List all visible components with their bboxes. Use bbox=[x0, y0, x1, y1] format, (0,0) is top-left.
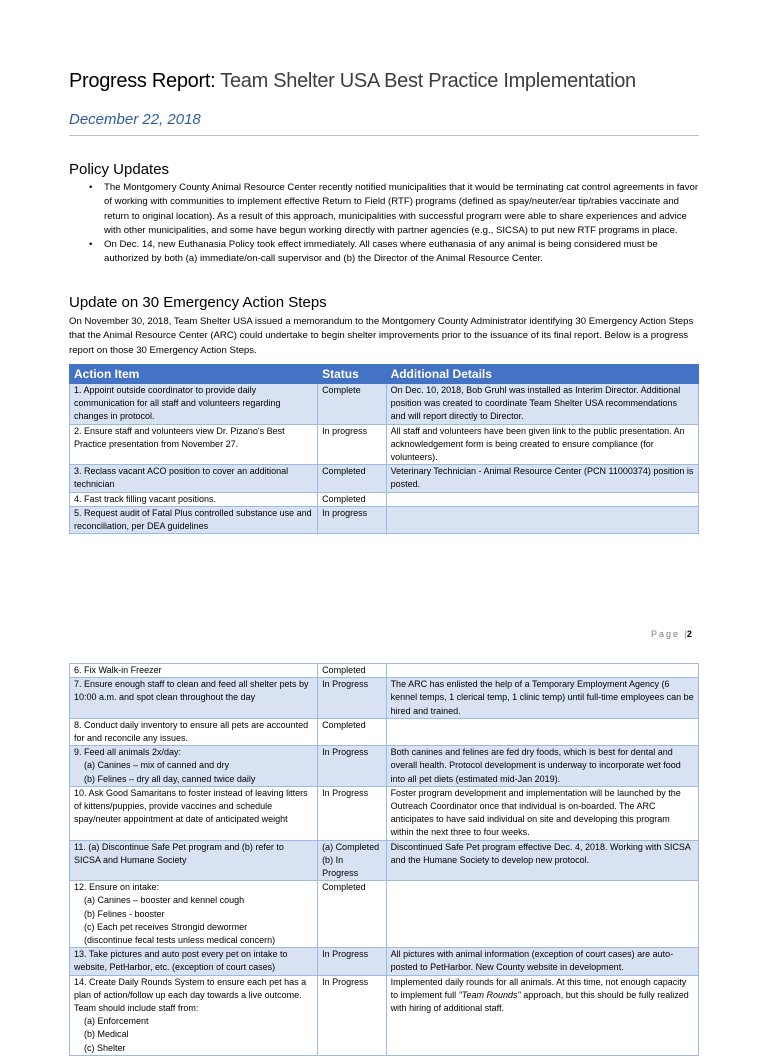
action-item-cell: 8. Conduct daily inventory to ensure all pets are accounted for and reconcile any issues. bbox=[70, 718, 318, 745]
table-row bbox=[70, 975, 699, 1055]
action-item-cell: 10. Ask Good Samaritans to foster instead of leaving litters of kittens/puppies, provide vaccines and schedule spay/neuter appointment at date of anticipated weight bbox=[70, 786, 318, 840]
action-subitem: (a) Enforcement bbox=[84, 1016, 149, 1027]
report-date: December 22, 2018 bbox=[69, 111, 201, 128]
details-cell: The ARC has enlisted the help of a Temporary Employment Agency (6 kennel temps, 1 clerical temp, 1 clinic temp) until full-time employees can be hired and trained. bbox=[386, 678, 698, 719]
action-item-text: 9. Feed all animals 2x/day: bbox=[74, 747, 182, 758]
header-action-item: Action Item bbox=[70, 365, 318, 384]
title-rest: Team Shelter USA Best Practice Implementation bbox=[215, 70, 636, 92]
action-item-cell: 13. Take pictures and auto post every pet on intake to website, PetHarbor, etc. (exception of court cases) bbox=[70, 948, 318, 975]
action-item-cell: 3. Reclass vacant ACO position to cover an additional technician bbox=[70, 465, 318, 492]
status-cell: Completed bbox=[318, 881, 387, 948]
details-text: approach, but this should be fully realized with hiring of additional staff. bbox=[390, 989, 689, 1014]
title-divider bbox=[69, 135, 699, 136]
table-row bbox=[70, 424, 699, 465]
steps-intro: On November 30, 2018, Team Shelter USA issued a memorandum to the Montgomery County Administrator identifying 30 Emergency Action Steps that the Animal Resource Center (ARC) could undertake to begin shelter improvements prior to the issuance of its final report. Below is a progress report on those 30 Emergency Action Steps. bbox=[69, 316, 694, 356]
status-cell: Complete bbox=[318, 384, 387, 425]
action-subitem: (c) Shelter bbox=[84, 1042, 126, 1053]
action-item-cell: 11. (a) Discontinue Safe Pet program and (b) refer to SICSA and Humane Society bbox=[70, 840, 318, 881]
status-cell: Completed bbox=[318, 718, 387, 745]
action-subitem: (a) Canines – mix of canned and dry bbox=[84, 760, 230, 771]
table-row bbox=[70, 786, 699, 840]
action-item-cell bbox=[70, 975, 318, 1055]
table-row bbox=[70, 718, 699, 745]
action-item-cell bbox=[70, 881, 318, 948]
action-subitem: (a) Canines – booster and kennel cough bbox=[84, 895, 245, 906]
details-cell: Discontinued Safe Pet program effective Dec. 4, 2018. Working with SICSA and the Humane Society to develop new protocol. bbox=[386, 840, 698, 881]
status-cell: (a) Completed (b) In Progress bbox=[318, 840, 387, 881]
action-item-cell bbox=[70, 746, 318, 787]
details-cell bbox=[386, 718, 698, 745]
status-cell: Completed bbox=[318, 664, 387, 678]
page-separator: | bbox=[684, 629, 687, 639]
details-cell: Veterinary Technician - Animal Resource Center (PCN 11000374) position is posted. bbox=[386, 465, 698, 492]
action-item-text: 12. Ensure on intake: bbox=[74, 882, 160, 893]
action-item-cell: 7. Ensure enough staff to clean and feed all shelter pets by 10:00 a.m. and spot clean throughout the day bbox=[70, 678, 318, 719]
table-row bbox=[70, 948, 699, 975]
action-subitem: (discontinue fecal tests unless medical concern) bbox=[84, 935, 276, 946]
header-details: Additional Details bbox=[386, 365, 698, 384]
details-cell: Foster program development and implementation will be launched by the Outreach Coordinator once that individual is on-boarded. The ARC anticipates to have said individual on site and developing this program within the next three to four weeks. bbox=[386, 786, 698, 840]
details-cell bbox=[386, 881, 698, 948]
details-cell: Both canines and felines are fed dry foods, which is best for dental and overall health. Protocol development is underway to incorporate wet food into all pet diets (estimated mid-Jan 2019). bbox=[386, 746, 698, 787]
status-cell: In Progress bbox=[318, 786, 387, 840]
action-subitem: (b) Medical bbox=[84, 1029, 129, 1040]
page-label: Page bbox=[651, 629, 681, 639]
action-item-text: 14. Create Daily Rounds System to ensure each pet has a plan of action/follow up each day towards a live outcome. Team should include staff from: bbox=[74, 976, 307, 1014]
policy-bullet: • On Dec. 14, new Euthanasia Policy took effect immediately. All cases where euthanasia of any animal is being considered must be authorized by both (a) immediate/on-call supervisor and (b) the Director of the Animal Resource Center. bbox=[89, 238, 701, 267]
status-cell: In Progress bbox=[318, 948, 387, 975]
details-text: Implemented daily rounds for all animals. At this time, not enough capacity to implement full bbox=[390, 976, 687, 1000]
policy-heading: Policy Updates bbox=[69, 161, 170, 178]
details-emphasis: "Team Rounds" bbox=[458, 989, 521, 1000]
title-bold: Progress Report: bbox=[69, 70, 216, 92]
table-row bbox=[70, 746, 699, 787]
header-status: Status bbox=[318, 365, 387, 384]
status-cell: Completed bbox=[318, 465, 387, 492]
details-cell bbox=[386, 975, 698, 1055]
page-footer bbox=[651, 629, 692, 639]
action-subitem: (c) Each pet receives Strongid dewormer bbox=[84, 921, 248, 932]
action-item-cell: 4. Fast track filling vacant positions. bbox=[70, 492, 318, 506]
details-cell: All pictures with animal information (exception of court cases) are auto-posted to PetHarbor. New County website in development. bbox=[386, 948, 698, 975]
status-cell: In progress bbox=[318, 424, 387, 465]
table-row bbox=[70, 840, 699, 881]
status-cell: In Progress bbox=[318, 975, 387, 1055]
action-item-cell: 1. Appoint outside coordinator to provide daily communication for all staff and volunteers regarding changes in protocol. bbox=[70, 384, 318, 425]
table-row bbox=[70, 465, 699, 492]
page-number: 2 bbox=[686, 629, 692, 639]
report-title bbox=[69, 70, 636, 93]
action-item-cell: 2. Ensure staff and volunteers view Dr. Pizano's Best Practice presentation from November 27. bbox=[70, 424, 318, 465]
steps-heading: Update on 30 Emergency Action Steps bbox=[69, 294, 327, 311]
policy-bullets bbox=[89, 181, 701, 267]
status-cell: In progress bbox=[318, 506, 387, 533]
table-row bbox=[70, 881, 699, 948]
table-row bbox=[70, 492, 699, 506]
status-cell: In Progress bbox=[318, 746, 387, 787]
table-row bbox=[70, 384, 699, 425]
details-cell bbox=[386, 492, 698, 506]
table-header-row bbox=[70, 365, 699, 384]
action-table-part-1 bbox=[69, 364, 699, 534]
status-cell: In Progress bbox=[318, 678, 387, 719]
table-row bbox=[70, 506, 699, 533]
table-row bbox=[70, 664, 699, 678]
table-row bbox=[70, 678, 699, 719]
action-item-cell: 5. Request audit of Fatal Plus controlled substance use and reconciliation, per DEA guidelines bbox=[70, 506, 318, 533]
details-cell bbox=[386, 506, 698, 533]
details-cell bbox=[386, 664, 698, 678]
action-table-part-2 bbox=[69, 663, 699, 1056]
status-cell: Completed bbox=[318, 492, 387, 506]
action-item-cell: 6. Fix Walk-in Freezer bbox=[70, 664, 318, 678]
action-subitem: (b) Felines – dry all day, canned twice daily bbox=[84, 773, 256, 784]
details-cell: On Dec. 10, 2018, Bob Gruhl was installed as Interim Director. Additional position was created to coordinate Team Shelter USA recommendations and will report directly to Director. bbox=[386, 384, 698, 425]
details-cell: All staff and volunteers have been given link to the public presentation. An acknowledgement form is being created to ensure compliance (for volunteers). bbox=[386, 424, 698, 465]
policy-bullet: • The Montgomery County Animal Resource Center recently notified municipalities that it would be terminating cat control agreements in favor of working with communities to implement effective Return to Field (RTF) programs (defined as spay/neuter/ear tip/rabies vaccinate and return to original location). As a result of this approach, municipalities with successful program were able to share experiences and advice with other municipalities, and some have begun working directly with partner agencies (e.g., SICSA) to put new RTF programs in place. bbox=[89, 181, 701, 238]
action-subitem: (b) Felines - booster bbox=[84, 908, 165, 919]
